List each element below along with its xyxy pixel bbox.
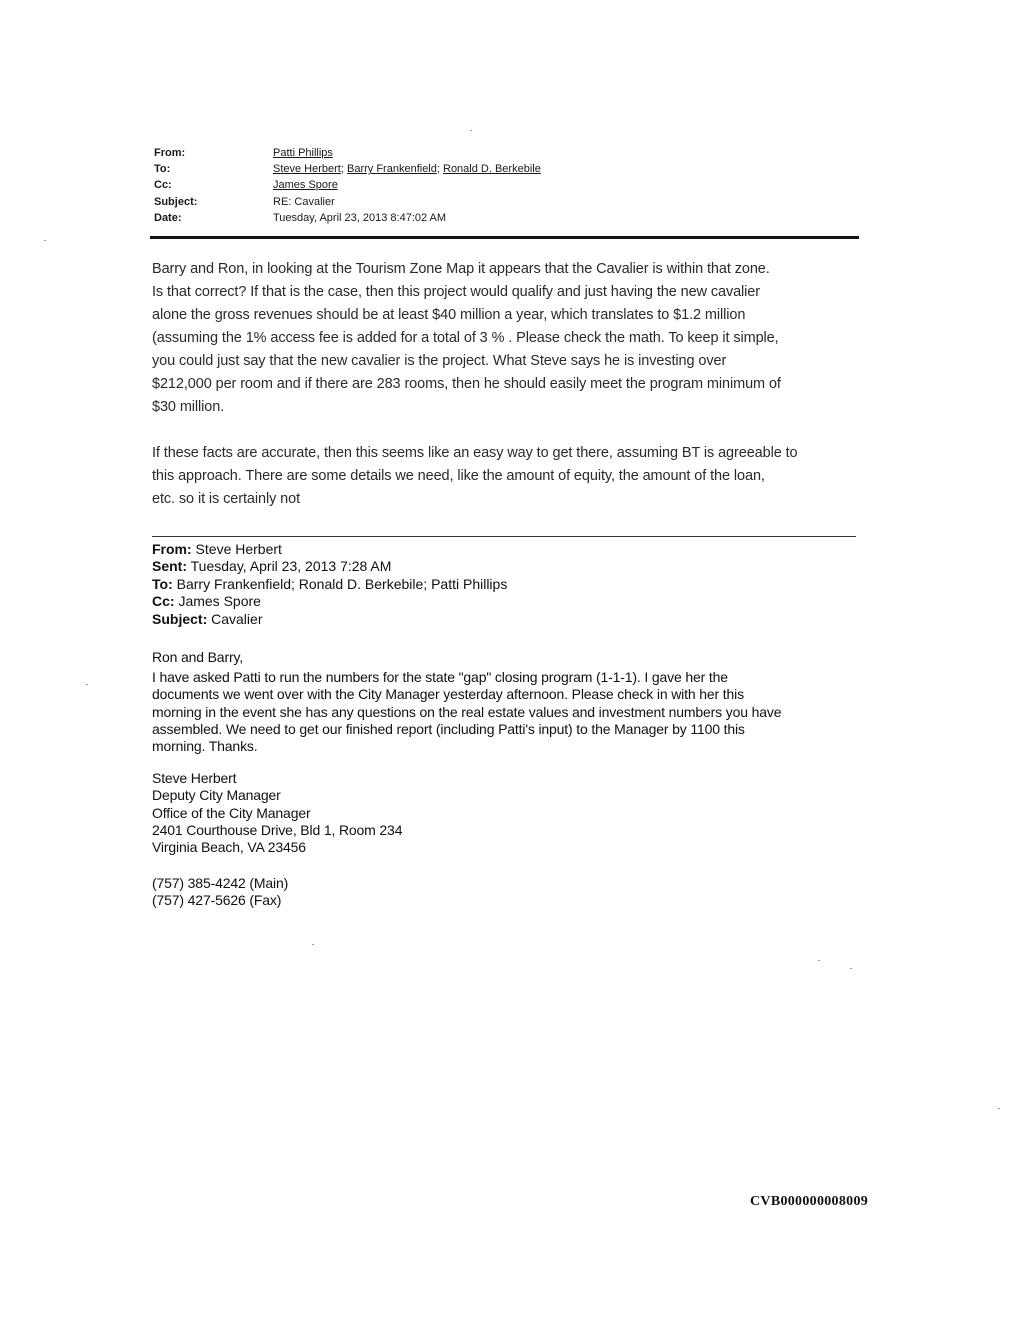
fwd-cc-label: Cc:	[152, 593, 175, 610]
to-link-3[interactable]: Ronald D. Berkebile	[443, 163, 541, 176]
reply-line: Barry and Ron, in looking at the Tourism Zone Map it appears that the Cavalier is within that zone.	[152, 261, 770, 277]
scan-speck	[86, 684, 88, 685]
scan-speck	[818, 960, 820, 961]
fwd-body	[152, 669, 864, 755]
signature-block	[152, 770, 864, 856]
fwd-sent-label: Sent:	[152, 558, 187, 575]
date-value: Tuesday, April 23, 2013 8:47:02 AM	[273, 211, 447, 224]
bates-number: CVB000000008009	[750, 1194, 869, 1209]
cc-value	[273, 177, 338, 193]
fwd-subject-row	[152, 611, 852, 628]
forwarded-header	[152, 541, 852, 628]
header-subject-row	[154, 194, 859, 210]
reply-line: If these facts are accurate, then this seems like an easy way to get there, assuming BT is agreeable to	[152, 445, 798, 461]
fwd-to-value: Barry Frankenfield; Ronald D. Berkebile; Patti Phillips	[172, 575, 508, 592]
fwd-body-line: morning in the event she has any questions on the real estate values and investment numbers you have	[152, 703, 782, 720]
fwd-cc-value: James Spore	[174, 593, 261, 610]
from-label: From:	[154, 147, 186, 159]
reply-line: this approach. There are some details we need, like the amount of equity, the amount of the loan,	[152, 468, 765, 484]
header-cc-row	[154, 177, 859, 193]
reply-paragraph-2	[152, 442, 864, 511]
fwd-body-line: morning. Thanks.	[152, 738, 258, 755]
signature-line: Deputy City Manager	[152, 787, 281, 804]
reply-line: alone the gross revenues should be at least $40 million a year, which translates to $1.2 million	[152, 307, 746, 323]
fwd-from-row	[152, 541, 852, 558]
date-label: Date:	[154, 211, 182, 224]
phone-main: (757) 385-4242 (Main)	[152, 875, 289, 891]
scan-speck	[470, 130, 472, 131]
fwd-sent-value: Tuesday, April 23, 2013 7:28 AM	[187, 558, 392, 575]
fwd-body-line: documents we went over with the City Manager yesterday afternoon. Please check in with her this	[152, 686, 744, 703]
fwd-to-row	[152, 576, 852, 593]
scan-speck	[312, 944, 314, 945]
signature-line: Virginia Beach, VA 23456	[152, 839, 306, 856]
fwd-cc-row	[152, 593, 852, 610]
reply-line: $30 million.	[152, 399, 225, 415]
to-label: To:	[154, 163, 171, 176]
fwd-from-value: Steve Herbert	[191, 541, 282, 557]
forward-divider	[152, 536, 856, 537]
scan-speck	[850, 968, 852, 969]
from-value	[273, 145, 333, 161]
reply-line: you could just say that the new cavalier is the project. What Steve says he is investing over	[152, 353, 727, 369]
email-header	[154, 145, 859, 226]
phone-fax: (757) 427-5626 (Fax)	[152, 892, 282, 909]
fwd-from-label: From:	[152, 541, 192, 557]
signature-line: 2401 Courthouse Drive, Bld 1, Room 234	[152, 821, 403, 838]
fwd-subject-value: Cavalier	[207, 610, 263, 627]
fwd-greeting: Ron and Barry,	[152, 649, 244, 665]
subject-value: RE: Cavalier	[273, 195, 335, 208]
phone-block	[152, 875, 864, 910]
signature-line: Office of the City Manager	[152, 804, 311, 821]
scan-speck	[998, 1108, 1000, 1109]
to-value: Steve Herbert; Barry Frankenfield; Ronald D. Berkebile	[273, 163, 541, 176]
scan-speck	[44, 240, 46, 241]
header-divider	[150, 236, 859, 239]
cc-link[interactable]: James Spore	[273, 179, 338, 192]
reply-line: etc. so it is certainly not	[152, 491, 300, 507]
fwd-to-label: To:	[152, 575, 173, 592]
header-date-row	[154, 210, 859, 226]
header-to-row	[154, 161, 859, 177]
fwd-subject-label: Subject:	[152, 610, 208, 627]
cc-label: Cc:	[154, 179, 172, 192]
reply-line: $212,000 per room and if there are 283 rooms, then he should easily meet the program minimum of	[152, 376, 781, 392]
fwd-body-line: assembled. We need to get our finished report (including Patti's input) to the Manager by 1100 this	[152, 720, 745, 737]
reply-line: (assuming the 1% access fee is added for a total of 3 % . Please check the math. To keep it simple,	[152, 330, 779, 346]
reply-paragraph-1	[152, 258, 864, 419]
to-link-2[interactable]: Barry Frankenfield	[347, 163, 437, 176]
from-link[interactable]: Patti Phillips	[273, 147, 333, 159]
to-link-1[interactable]: Steve Herbert	[273, 163, 341, 176]
header-from-row	[154, 145, 859, 161]
fwd-sent-row	[152, 558, 852, 575]
subject-label: Subject:	[154, 195, 198, 208]
signature-line: Steve Herbert	[152, 770, 237, 786]
reply-line: Is that correct? If that is the case, then this project would qualify and just having the new cavalier	[152, 284, 760, 300]
fwd-body-line: I have asked Patti to run the numbers for the state "gap" closing program (1-1-1). I gave her the	[152, 669, 728, 685]
